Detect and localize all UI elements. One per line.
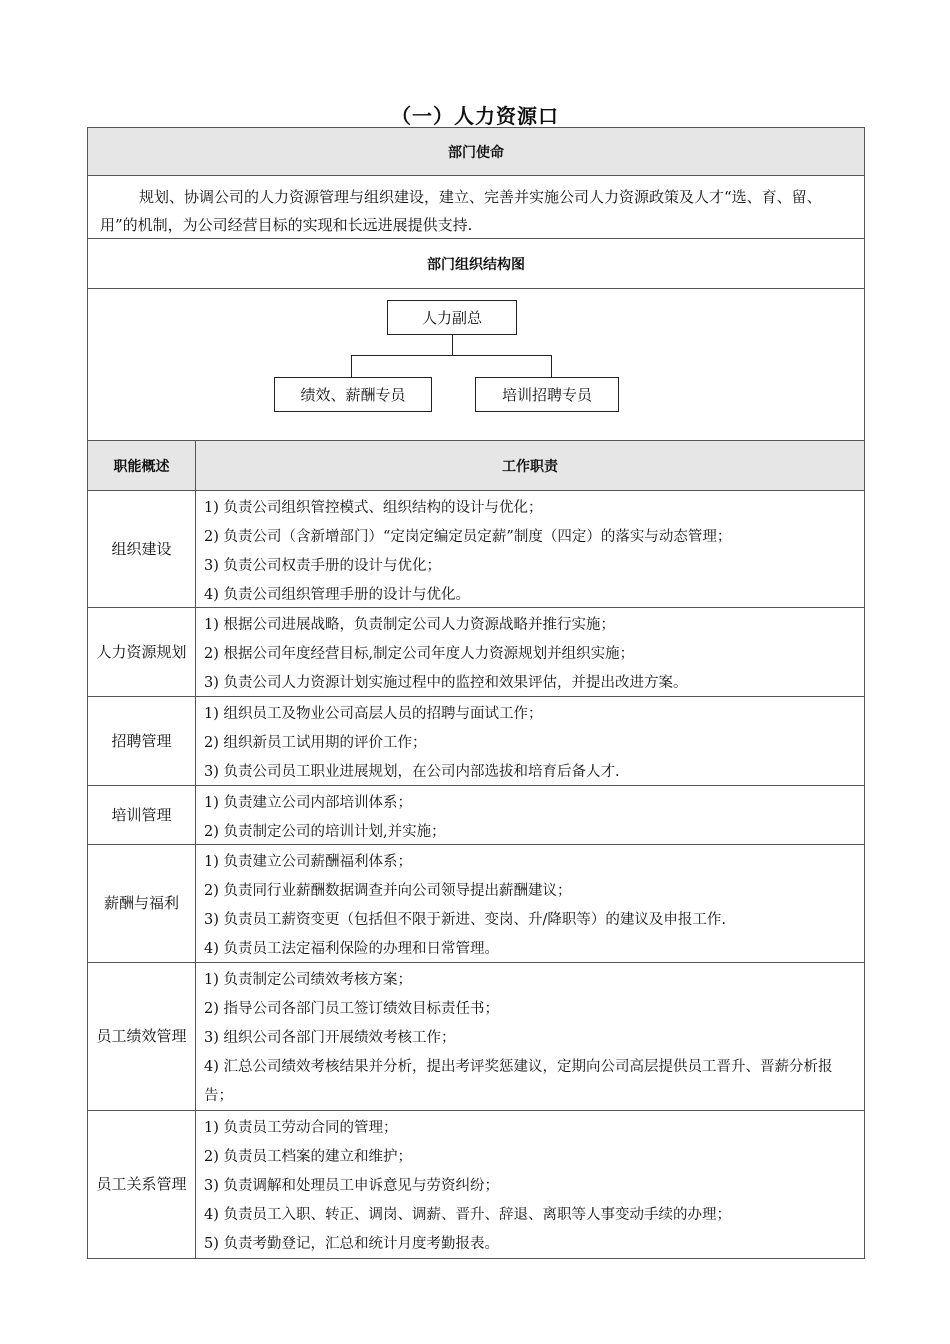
duty-item: 2) 负责员工档案的建立和维护； — [204, 1149, 412, 1165]
mission-header: 部门使命 — [88, 128, 864, 176]
table-row — [88, 491, 864, 608]
duty-item: 2) 组织新员工试用期的评价工作； — [204, 735, 427, 751]
responsibility-table — [87, 127, 865, 1259]
org-connector — [452, 335, 453, 355]
duty-item: 2) 负责同行业薪酬数据调查并向公司领导提出薪酬建议； — [204, 883, 572, 899]
duty-item: 4) 负责公司组织管理手册的设计与优化。 — [204, 587, 470, 603]
duties-rows — [88, 491, 864, 1258]
duties-cell — [196, 1111, 864, 1258]
org-node-training-recruiting: 培训招聘专员 — [475, 377, 619, 412]
duties-cell — [196, 786, 864, 844]
function-cell: 人力资源规划 — [88, 608, 196, 696]
duty-item: 3) 负责公司员工职业进展规划，在公司内部选拔和培育后备人才. — [204, 764, 620, 780]
duty-item: 3) 负责调解和处理员工申诉意见与劳资纠纷； — [204, 1178, 499, 1194]
duties-column-header: 工作职责 — [502, 458, 558, 475]
duty-item: 1) 组织员工及物业公司高层人员的招聘与面试工作； — [204, 706, 543, 722]
function-cell: 组织建设 — [88, 491, 196, 607]
duty-item: 2) 指导公司各部门员工签订绩效目标责任书； — [204, 1001, 499, 1017]
duty-item: 3) 负责公司人力资源计划实施过程中的监控和效果评估，并提出改进方案。 — [204, 675, 688, 691]
document-title: （一）人力资源口 — [391, 104, 559, 128]
function-cell: 员工关系管理 — [88, 1111, 196, 1258]
duty-item: 1) 根据公司进展战略，负责制定公司人力资源战略并推行实施； — [204, 617, 615, 633]
org-node-hr-vp: 人力副总 — [387, 300, 517, 335]
org-chart — [88, 289, 864, 441]
duties-cell — [196, 491, 864, 607]
function-cell: 培训管理 — [88, 786, 196, 844]
duties-cell — [196, 845, 864, 962]
duty-item: 2) 根据公司年度经营目标,制定公司年度人力资源规划并组织实施； — [204, 646, 635, 662]
function-column-header: 职能概述 — [88, 441, 196, 490]
duty-item: 1) 负责建立公司薪酬福利体系； — [204, 854, 412, 870]
duties-cell — [196, 608, 864, 696]
table-row — [88, 845, 864, 963]
table-row — [88, 786, 864, 845]
function-cell: 招聘管理 — [88, 697, 196, 785]
duties-cell — [196, 963, 864, 1110]
duties-cell — [196, 697, 864, 785]
org-chart-header: 部门组织结构图 — [88, 239, 864, 289]
table-row — [88, 963, 864, 1111]
function-cell: 员工绩效管理 — [88, 963, 196, 1110]
duty-item: 1) 负责员工劳动合同的管理； — [204, 1120, 398, 1136]
org-connector — [551, 355, 552, 377]
table-row — [88, 608, 864, 697]
duties-table-header — [88, 441, 864, 491]
duty-item: 3) 负责公司权责手册的设计与优化； — [204, 558, 441, 574]
org-connector — [351, 355, 352, 377]
table-row — [88, 1111, 864, 1258]
duty-item: 1) 负责建立公司内部培训体系； — [204, 795, 412, 811]
org-connector — [351, 355, 551, 356]
duty-item: 1) 负责制定公司绩效考核方案； — [204, 972, 412, 988]
org-node-performance-salary: 绩效、薪酬专员 — [274, 377, 432, 412]
duty-item: 2) 负责公司（含新增部门）“定岗定编定员定薪”制度（四定）的落实与动态管理； — [204, 529, 732, 545]
duty-item: 4) 汇总公司绩效考核结果并分析，提出考评奖惩建议，定期向公司高层提供员工晋升、晋薪分析报告； — [204, 1059, 833, 1104]
table-row — [88, 697, 864, 786]
function-cell: 薪酬与福利 — [88, 845, 196, 962]
duty-item: 3) 组织公司各部门开展绩效考核工作； — [204, 1030, 456, 1046]
duty-item: 2) 负责制定公司的培训计划,并实施； — [204, 824, 446, 840]
duty-item: 5) 负责考勤登记，汇总和统计月度考勤报表。 — [204, 1236, 499, 1252]
duty-item: 3) 负责员工薪资变更（包括但不限于新进、变岗、升/降职等）的建议及申报工作. — [204, 912, 726, 928]
duty-item: 1) 负责公司组织管控模式、组织结构的设计与优化； — [204, 500, 543, 516]
duty-item: 4) 负责员工法定福利保险的办理和日常管理。 — [204, 941, 499, 957]
duty-item: 4) 负责员工入职、转正、调岗、调薪、晋升、辞退、离职等人事变动手续的办理； — [204, 1207, 731, 1223]
mission-text: 规划、协调公司的人力资源管理与组织建设，建立、完善并实施公司人力资源政策及人才“选、育、留、用”的机制，为公司经营目标的实现和长远进展提供支持. — [88, 176, 864, 239]
